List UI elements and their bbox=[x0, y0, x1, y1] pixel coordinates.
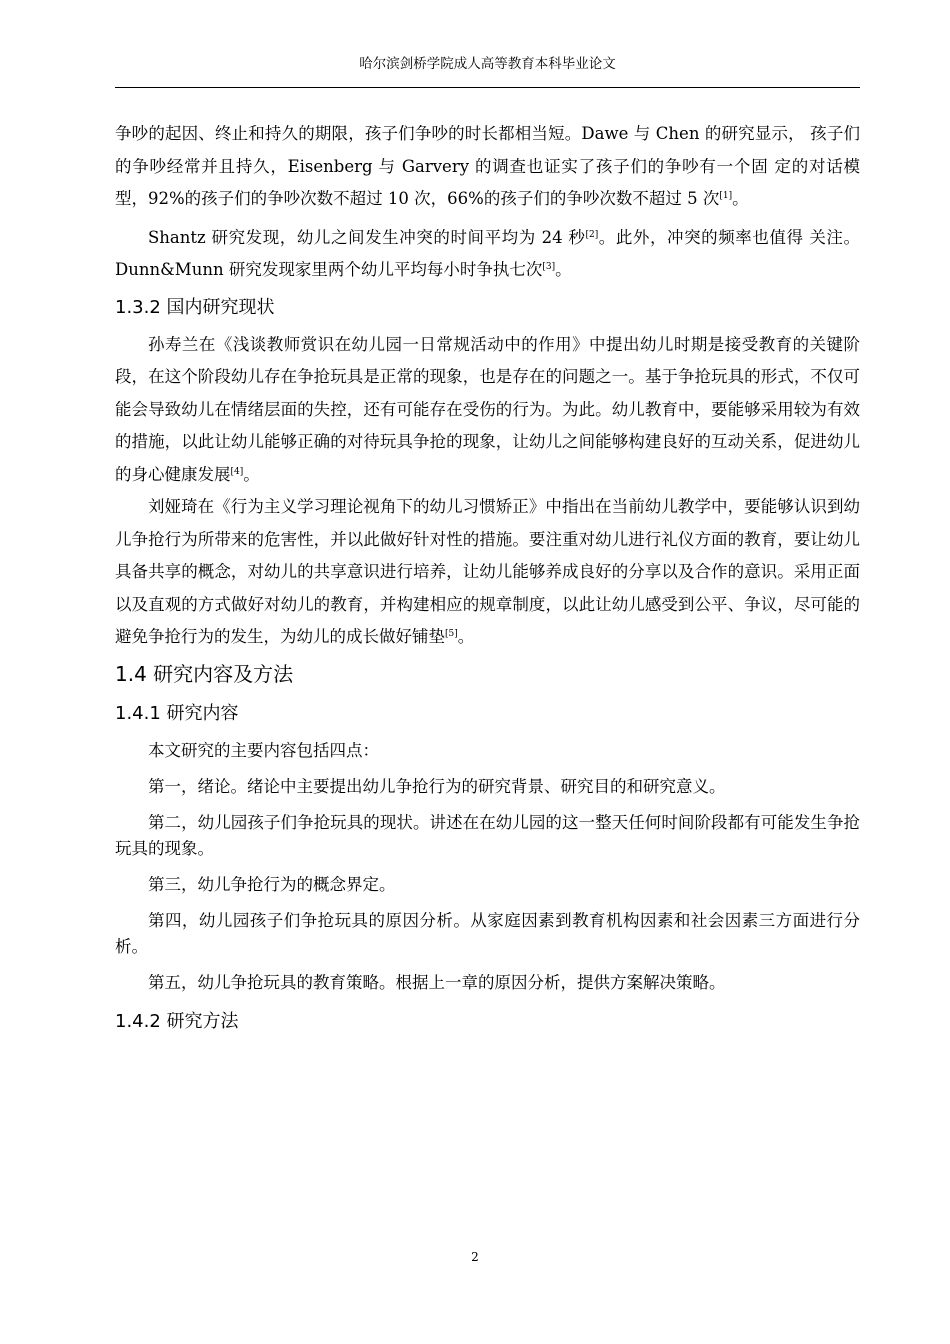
paragraph-2 bbox=[115, 222, 860, 287]
heading-1-4-2: 1.4.2 研究方法 bbox=[115, 1010, 239, 1032]
heading-1-4-1: 1.4.1 研究内容 bbox=[115, 702, 239, 724]
heading-1-4: 1.4 研究内容及方法 bbox=[115, 661, 294, 686]
paragraph-2-text-2: 。此外，冲突的频率也值得 关注。Dunn&Munn 研究发现家里两个幼儿平均每小时争执七次 bbox=[115, 227, 860, 279]
paragraph-3 bbox=[115, 329, 860, 492]
paragraph-7: 第二，幼儿园孩子们争抢玩具的现状。讲述在在幼儿园的这一整天任何时间阶段都有可能发生争抢玩具的现象。 bbox=[115, 812, 860, 858]
paragraph-4-text: 刘娅琦在《行为主义学习理论视角下的幼儿习惯矫正》中指出在当前幼儿教学中，要能够认识到幼儿争抢行为所带来的危害性，并以此做好针对性的措施。要注重对幼儿进行礼仪方面的教育，要让幼儿具备共享的概念，对幼儿的共享意识进行培养，让幼儿能够养成良好的分享以及合作的意识。采用正面以及直观的方式做好对幼儿的教育，并构建相应的规章制度，以此让幼儿感受到公平、争议，尽可能的避免争抢行为的发生，为幼儿的成长做好铺垫 bbox=[115, 497, 860, 646]
citation-2: [2] bbox=[585, 229, 599, 240]
paragraph-3-end: 。 bbox=[243, 464, 260, 484]
citation-1: [1] bbox=[719, 191, 733, 201]
paragraph-4 bbox=[115, 491, 860, 654]
paragraph-2-text-1: Shantz 研究发现，幼儿之间发生冲突的时间平均为 24 秒 bbox=[148, 227, 586, 247]
citation-5: [5] bbox=[445, 629, 458, 639]
paragraph-3-text: 孙寿兰在《浅谈教师赏识在幼儿园一日常规活动中的作用》中提出幼儿时期是接受教育的关键阶段，在这个阶段幼儿存在争抢玩具是正常的现象，也是存在的问题之一。基于争抢玩具的形式，不仅可能会导致幼儿在情绪层面的失控，还有可能存在受伤的行为。为此。幼儿教育中，要能够采用较为有效的措施，以此让幼儿能够正确的对待玩具争抢的现象，让幼儿之间能够构建良好的互动关系，促进幼儿的身心健康发展 bbox=[115, 334, 860, 484]
paragraph-9: 第四，幼儿园孩子们争抢玩具的原因分析。从家庭因素到教育机构因素和社会因素三方面进行分析。 bbox=[115, 910, 860, 956]
paragraph-2-end: 。 bbox=[555, 260, 572, 279]
document-body bbox=[115, 118, 860, 1036]
page-number: 2 bbox=[471, 1250, 479, 1264]
paragraph-4-end: 。 bbox=[457, 627, 475, 646]
paragraph-1 bbox=[115, 118, 860, 216]
heading-1-3-2: 1.3.2 国内研究现状 bbox=[115, 296, 275, 318]
citation-4: [4] bbox=[230, 466, 244, 477]
paragraph-6: 第一，绪论。绪论中主要提出幼儿争抢行为的研究背景、研究目的和研究意义。 bbox=[148, 776, 726, 796]
header-rule bbox=[115, 87, 860, 88]
paragraph-8: 第三，幼儿争抢行为的概念界定。 bbox=[148, 874, 396, 894]
paragraph-1-end: 。 bbox=[732, 189, 749, 208]
paragraph-10: 第五，幼儿争抢玩具的教育策略。根据上一章的原因分析，提供方案解决策略。 bbox=[148, 972, 726, 992]
paragraph-5: 本文研究的主要内容包括四点： bbox=[148, 740, 379, 760]
page-header: 哈尔滨剑桥学院成人高等教育本科毕业论文 bbox=[359, 56, 616, 72]
paragraph-1-text: 争吵的起因、终止和持久的期限，孩子们争吵的时长都相当短。Dawe 与 Chen 的研究显示， 孩子们的争吵经常并且持久，Eisenberg 与 Garvery 的调查也证实了孩子们的争吵有一个固 定的对话模型，92%的孩子们的争吵次数不超过 10 次，66%的孩子们的争吵次数不超过 5 次 bbox=[115, 124, 860, 208]
citation-3: [3] bbox=[542, 262, 556, 272]
